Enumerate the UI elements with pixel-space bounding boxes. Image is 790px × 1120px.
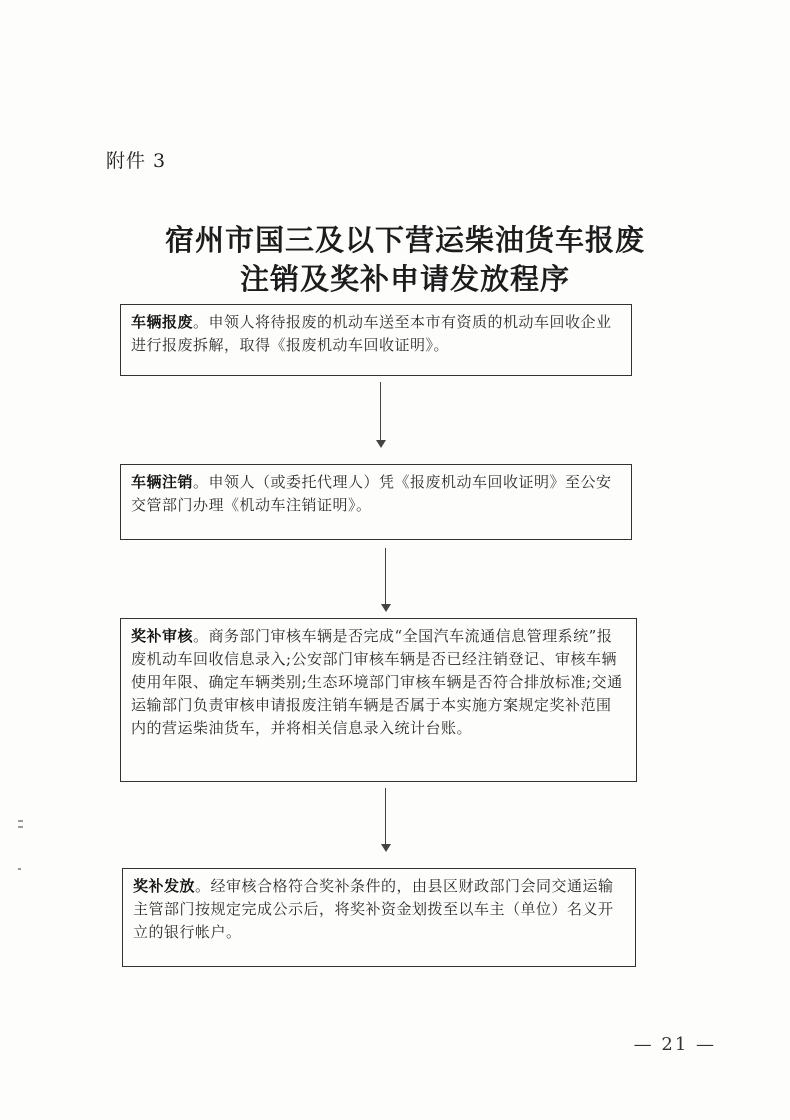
step-box-subsidy-payment <box>122 868 636 967</box>
step-heading: 奖补发放 <box>133 877 196 895</box>
attachment-label: 附件 3 <box>106 150 167 172</box>
step-text: 。商务部门审核车辆是否完成“全国汽车流通信息管理系统”报废机动车回收信息录入;公安部门审核车辆是否已经注销登记、审核车辆使用年限、确定车辆类别;生态环境部门审核车辆是否符合排放标准;交通运输部门负责审核申请报废注销车辆是否属于本实施方案规定奖补范围内的营运柴油货车，并将相关信息录入统计台账。 <box>131 627 623 737</box>
scan-mark <box>18 868 21 870</box>
page-number: — 21 — <box>633 1034 716 1055</box>
scan-mark <box>18 826 23 828</box>
document-title-line-1: 宿州市国三及以下营运柴油货车报废 <box>164 223 645 257</box>
step-heading: 车辆注销 <box>131 473 194 491</box>
down-arrow-icon <box>375 382 387 448</box>
scan-mark <box>18 820 23 822</box>
step-heading: 车辆报废 <box>131 313 194 331</box>
step-text: 。申领人将待报废的机动车送至本市有资质的机动车回收企业进行报废拆解，取得《报废机动车回收证明》。 <box>131 313 612 354</box>
down-arrow-icon <box>380 548 392 612</box>
step-box-vehicle-deregistration <box>120 464 632 540</box>
step-box-subsidy-review <box>120 618 637 782</box>
step-heading: 奖补审核 <box>131 627 194 645</box>
document-title-line-2: 注销及奖补申请发放程序 <box>239 262 570 296</box>
step-text: 。经审核合格符合奖补条件的，由县区财政部门会同交通运输主管部门按规定完成公示后，将奖补资金划拨至以车主（单位）名义开立的银行帐户。 <box>133 877 614 941</box>
down-arrow-icon <box>380 788 392 852</box>
step-text: 。申领人（或委托代理人）凭《报废机动车回收证明》至公安交管部门办理《机动车注销证明》。 <box>131 473 612 514</box>
step-box-vehicle-scrapping <box>120 304 632 376</box>
